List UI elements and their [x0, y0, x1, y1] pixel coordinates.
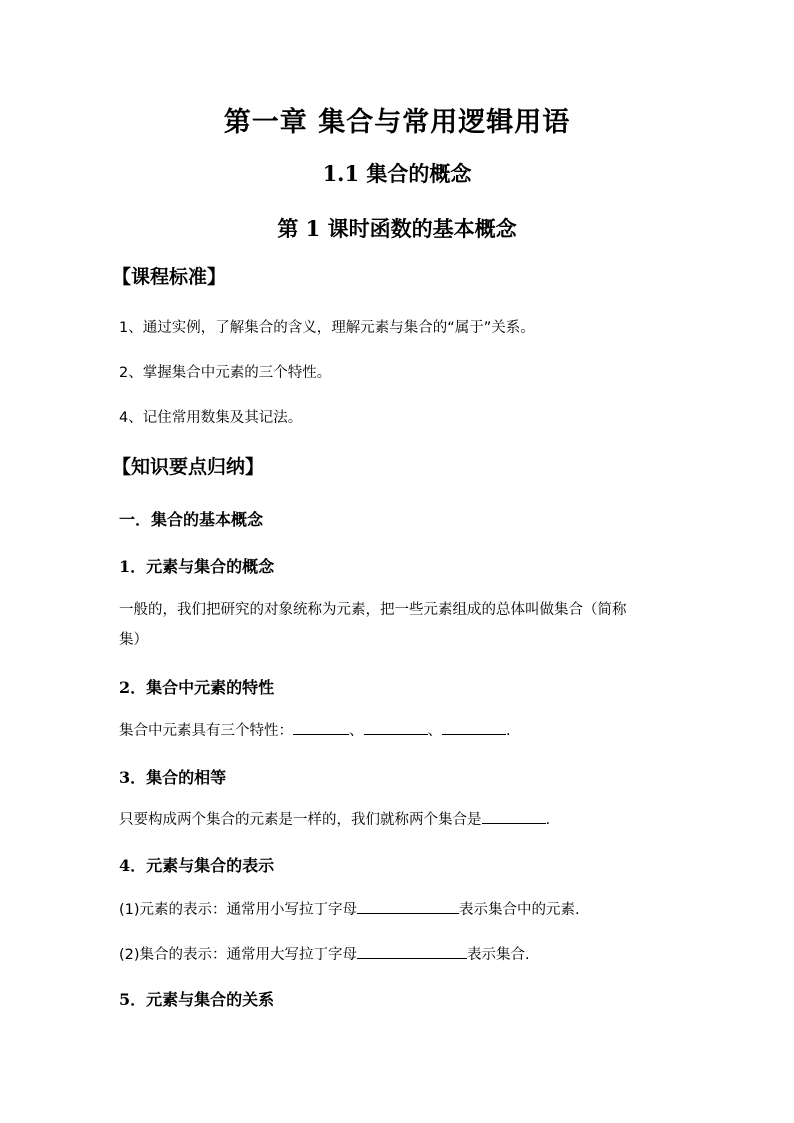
- fill-blank-6[interactable]: [357, 946, 467, 959]
- sec2-separator-2: 、: [427, 723, 442, 739]
- sec2-text: [119, 719, 511, 740]
- sec1-text-line1: 一般的，我们把研究的对象统称为元素，把一些元素组成的总体叫做集合（简称: [119, 602, 627, 618]
- fill-blank-1[interactable]: [293, 722, 349, 735]
- fill-blank-3[interactable]: [442, 722, 506, 735]
- sec3-title: 3．集合的相等: [119, 768, 227, 787]
- sec2-separator-1: 、: [349, 723, 364, 739]
- curriculum-item-3: 4、记住常用数集及其记法。: [119, 410, 303, 426]
- sec2-prefix: 集合中元素具有三个特性：: [119, 723, 293, 739]
- sec4-title: 4．元素与集合的表示: [119, 856, 275, 875]
- sec4-item-2-prefix: (2)集合的表示：通常用大写拉丁字母: [119, 947, 358, 963]
- sec3-text: [119, 808, 550, 829]
- sec1-title: 1．元素与集合的概念: [119, 557, 275, 576]
- sec4-item-1-suffix: 表示集合中的元素.: [459, 902, 580, 918]
- sec3-prefix: 只要构成两个集合的元素是一样的，我们就称两个集合是: [119, 812, 482, 828]
- sec4-item-2-suffix: 表示集合.: [467, 947, 530, 963]
- curriculum-heading: 【课程标准】: [112, 266, 227, 288]
- lesson-title: 第 1 课时函数的基本概念: [277, 216, 517, 241]
- sec5-title: 5．元素与集合的关系: [119, 990, 275, 1009]
- fill-blank-4[interactable]: [482, 811, 546, 824]
- fill-blank-5[interactable]: [357, 901, 459, 914]
- chapter-title: 第一章 集合与常用逻辑用语: [223, 107, 571, 138]
- sec3-end: .: [545, 812, 551, 828]
- curriculum-item-1: 1、通过实例，了解集合的含义，理解元素与集合的“属于”关系。: [119, 320, 535, 336]
- sec4-item-2: [119, 943, 530, 964]
- section-title: 1.1 集合的概念: [322, 161, 472, 186]
- sec2-end: .: [506, 723, 511, 739]
- sec4-item-1: [119, 898, 580, 919]
- curriculum-item-2: 2、掌握集合中元素的三个特性。: [119, 365, 332, 381]
- knowledge-heading: 【知识要点归纳】: [112, 456, 265, 478]
- fill-blank-2[interactable]: [364, 722, 428, 735]
- sec4-item-1-prefix: (1)元素的表示：通常用小写拉丁字母: [119, 902, 358, 918]
- sec1-text-line2: 集）: [119, 632, 148, 648]
- sec2-title: 2．集合中元素的特性: [119, 678, 275, 697]
- part-one-title: 一．集合的基本概念: [119, 510, 264, 529]
